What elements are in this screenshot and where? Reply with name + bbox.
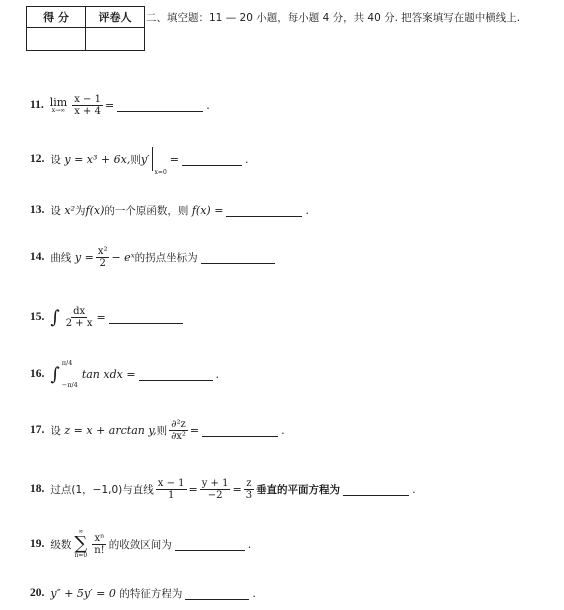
integral-sign: ∫ — [50, 363, 60, 385]
evaluation-bar — [152, 147, 153, 171]
score-cell[interactable] — [27, 28, 86, 51]
score-header: 得 分 — [27, 7, 86, 28]
section-instruction: 二、填空题：11 — 20 小题，每小题 4 分，共 40 分. 把答案填写在题中横线上. — [146, 12, 521, 24]
grader-header: 评卷人 — [86, 7, 145, 28]
fraction: $\frac{\text{x²}}{2}$ — [97, 245, 108, 269]
question-18: 18. 过点(1，−1,0)与直线 $\frac{x - 1}{1}$ = $\frac{y + 1}{-2}$ = $\frac{z}{3}$ 垂直的平面方程为 . — [30, 477, 416, 501]
answer-blank-17[interactable] — [202, 424, 278, 437]
question-15: 15. ∫ $\frac{dx}{2 + x}$ = — [30, 300, 186, 334]
question-17: 17. 设 z = x + arctan y, 则 $\frac{\text{∂²z}}{\text{∂x²}}$ = . — [30, 418, 285, 442]
score-table — [26, 6, 145, 51]
question-number: 20. — [30, 587, 45, 599]
question-20: 20. y″ + 5y′ = 0 的特征方程为 . — [30, 586, 256, 600]
fraction: $\frac{z}{3}$ — [245, 477, 253, 501]
question-number: 16. — [30, 368, 45, 380]
answer-blank-14[interactable] — [201, 251, 275, 264]
answer-blank-19[interactable] — [175, 538, 245, 551]
fraction: $\frac{\text{∂²z}}{\text{∂x²}}$ — [171, 418, 186, 442]
answer-blank-16[interactable] — [139, 368, 213, 381]
answer-blank-15[interactable] — [109, 311, 183, 324]
fraction: $\frac{dx}{2 + x}$ — [65, 305, 93, 329]
grader-cell[interactable] — [86, 28, 145, 51]
fraction: $\frac{\text{xⁿ}}{n!}$ — [94, 532, 105, 556]
question-number: 17. — [30, 424, 45, 436]
answer-blank-20[interactable] — [185, 587, 249, 600]
integral-sign: ∫ — [50, 306, 60, 328]
fraction: $\frac{y + 1}{-2}$ — [201, 477, 229, 501]
integral-limits: π/4 −π/4 — [61, 359, 78, 389]
question-11: 11. lim x→∞ $\frac{x - 1}{x + 4}$ = . — [30, 93, 210, 117]
answer-blank-18[interactable] — [343, 483, 409, 496]
question-number: 18. — [30, 483, 45, 495]
question-number: 13. — [30, 204, 45, 216]
question-number: 15. — [30, 311, 45, 323]
question-number: 11. — [30, 99, 44, 111]
question-number: 12. — [30, 153, 45, 165]
question-number: 19. — [30, 538, 45, 550]
question-13: 13. 设 x² 为 f(x) 的一个原函数，则 f(x) = . — [30, 203, 309, 217]
answer-blank-11[interactable] — [117, 99, 203, 112]
question-16: 16. ∫ π/4 −π/4 tan xdx = . — [30, 359, 220, 389]
fraction: $\frac{x - 1}{x + 4}$ — [74, 93, 101, 117]
summation-sign: ∞ ∑ n=0 — [74, 528, 88, 559]
answer-blank-13[interactable] — [226, 204, 302, 217]
fraction: $\frac{x - 1}{1}$ — [157, 477, 185, 501]
answer-blank-12[interactable] — [182, 153, 242, 166]
question-number: 14. — [30, 251, 45, 263]
limit-operator: lim x→∞ — [49, 95, 68, 114]
question-19: 19. 级数 ∞ ∑ n=0 $\frac{\text{xⁿ}}{n!}$ 的收敛区间为 . — [30, 528, 252, 559]
question-14: 14. 曲线 y = $\frac{\text{x²}}{2}$ − eˣ 的拐点坐标为 — [30, 240, 278, 274]
question-12: 12. 设 y = x³ + 6x, 则 y′ x=0 = . — [30, 142, 249, 176]
